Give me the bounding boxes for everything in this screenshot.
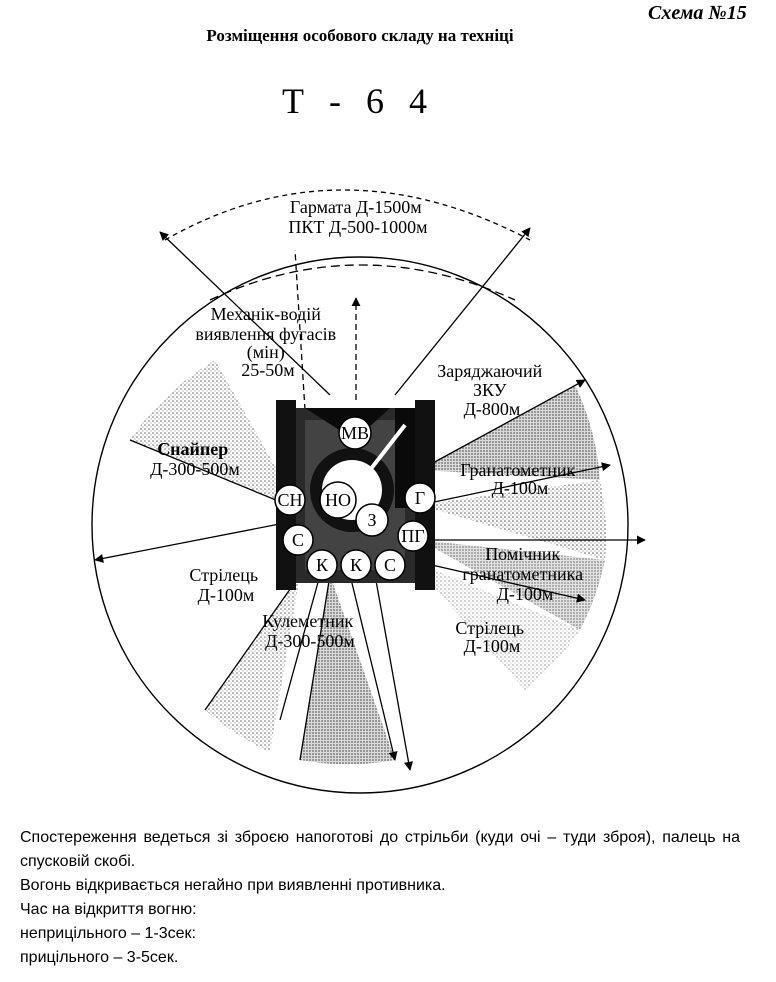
pkt-range-arc [210,265,515,300]
page-title: Розміщення особового складу на техніці [206,26,514,45]
label-rifleman-left: Стрілець Д-100м [189,565,259,605]
note-open-fire: Вогонь відкривається негайно при виявленні противника. [20,877,446,894]
crew-marker-rifleman-left [283,525,313,555]
instructions-text [20,826,740,970]
crew-marker-label: С [383,555,397,575]
crew-marker-label: МВ [340,423,370,443]
label-driver: Механік-водій виявлення фугасів (мін) 25-50м [195,304,337,380]
crew-marker-label: С [291,530,305,550]
note-time-heading: Час на відкриття вогню: [20,901,197,918]
crew-marker-label: СН [277,490,303,510]
crew-marker-commander [320,482,356,518]
label-grenadier: Гранатометник Д-100м [460,460,576,498]
crew-marker-label: ПГ [401,526,425,546]
label-rifleman-right: Стрілець Д-100м [455,618,525,656]
note-aimed-time: прицільного – 3-5сек. [20,949,179,966]
crew-marker-sniper [275,485,305,515]
note-unaimed-time: неприцільного – 1-3сек: [20,925,196,942]
crew-marker-label: К [349,555,363,575]
label-sniper: Снайпер Д-300-500м [150,439,240,479]
label-assistant-grenadier: Помічник гранатометника Д-100м [462,544,584,604]
crew-marker-label: НО [325,490,351,510]
crew-marker-assistant-grenadier [398,521,428,551]
crew-marker-machinegunner-1 [307,550,337,580]
crew-marker-loader [356,504,388,536]
crew-marker-machinegunner-2 [341,550,371,580]
label-machinegunner: Кулеметник Д-300-500м [262,611,355,651]
label-loader: Заряджаючий ЗКУ Д-800м [437,361,543,419]
crew-marker-driver [339,417,371,449]
crew-marker-label: Г [414,488,426,508]
tank-model-title: Т - 6 4 [282,81,435,121]
crew-marker-grenadier [405,483,435,513]
crew-marker-label: З [367,510,377,530]
crew-marker-rifleman-right [375,550,405,580]
scheme-number: Схема №15 [648,2,747,24]
sector-sniper-shade [130,360,303,510]
crew-marker-label: К [315,555,329,575]
label-gun: Гармата Д-1500м ПКТ Д-500-1000м [288,197,428,237]
note-observation: Спостереження ведеться зі зброєю напоготові до стрільби (куди очі – туди зброя), палець на спусковій скобі. [20,829,740,870]
